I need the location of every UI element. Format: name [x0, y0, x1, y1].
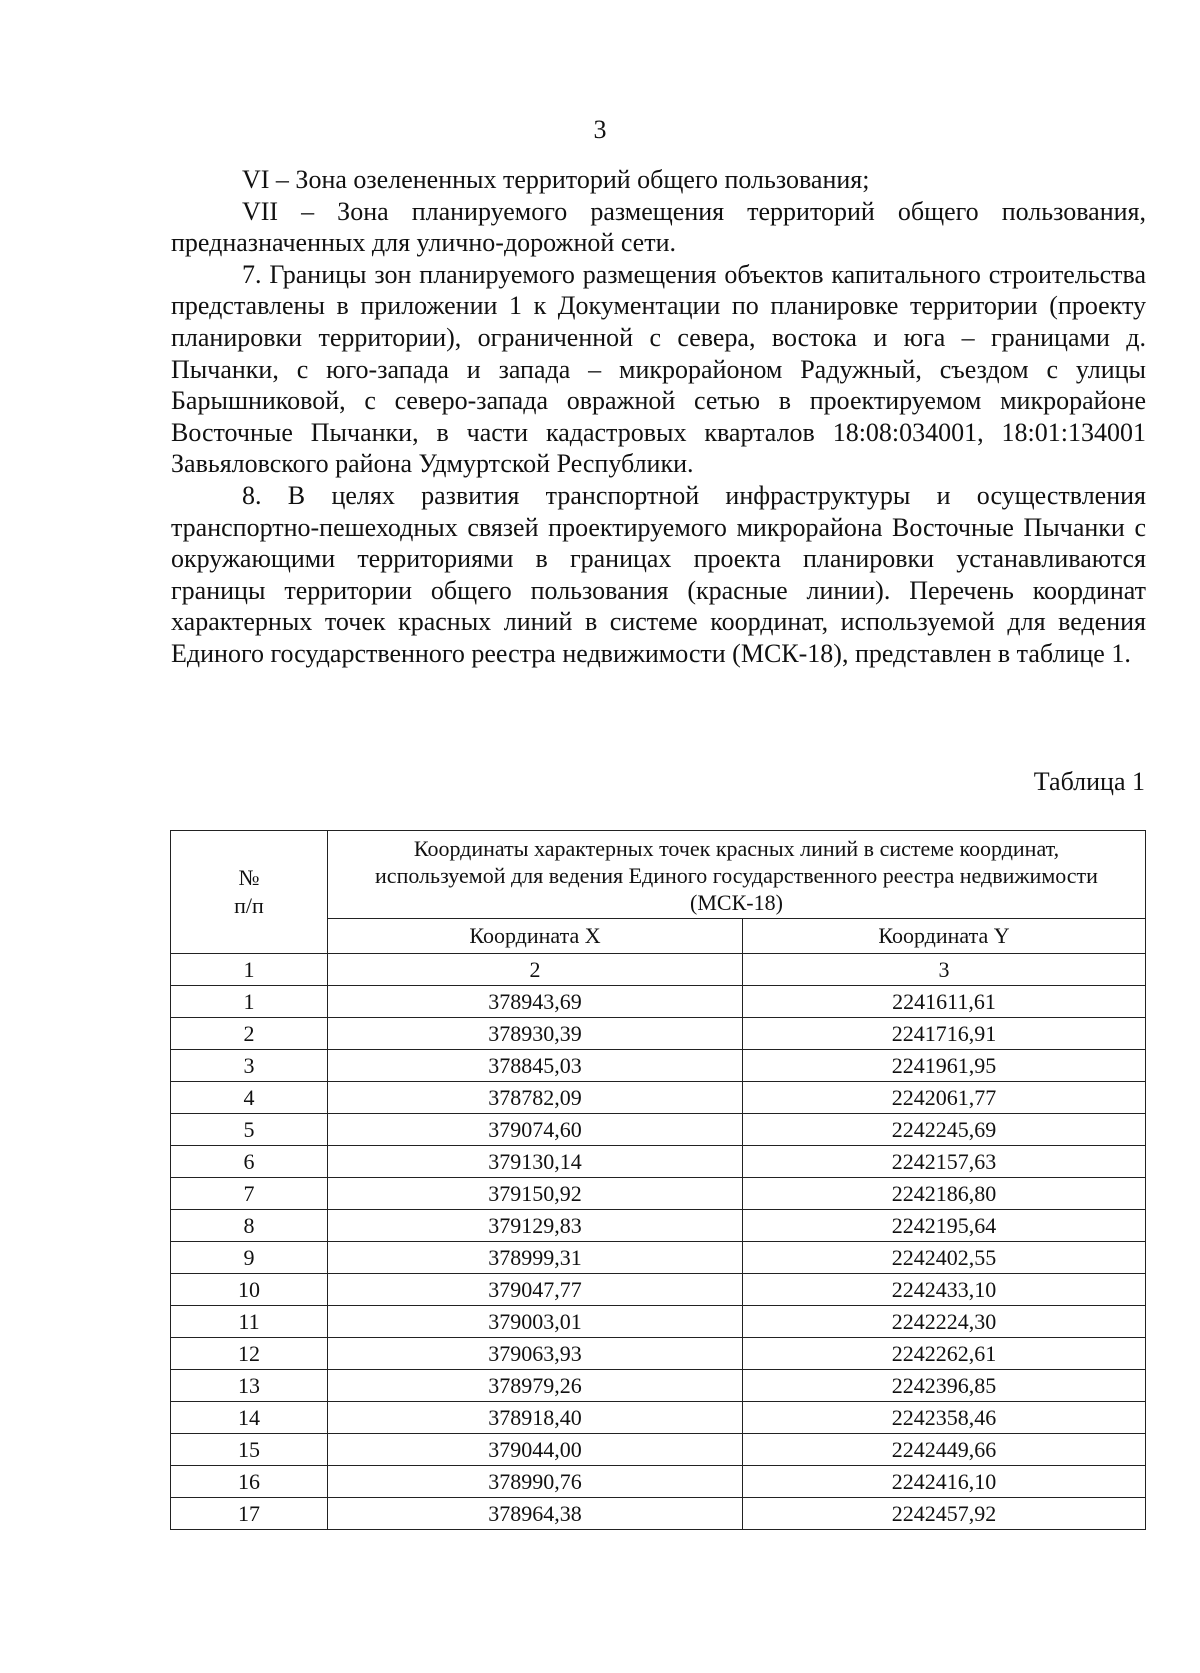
- table-cell: 379150,92: [328, 1178, 743, 1210]
- table-row: [171, 1114, 1146, 1146]
- table-cell: 2242186,80: [743, 1178, 1146, 1210]
- table-cell: 2242195,64: [743, 1210, 1146, 1242]
- table-cell: 3: [171, 1050, 328, 1082]
- table-row: [171, 1466, 1146, 1498]
- table-cell: 379129,83: [328, 1210, 743, 1242]
- table-cell: 2242449,66: [743, 1434, 1146, 1466]
- table-cell: 378943,69: [328, 986, 743, 1018]
- table-cell: 378918,40: [328, 1402, 743, 1434]
- table-cell: 2242416,10: [743, 1466, 1146, 1498]
- table-cell: 2242224,30: [743, 1306, 1146, 1338]
- table-row: [171, 986, 1146, 1018]
- table-cell: 378782,09: [328, 1082, 743, 1114]
- page-number: 3: [593, 115, 607, 144]
- table-cell: 4: [171, 1082, 328, 1114]
- table-cell: 2: [171, 1018, 328, 1050]
- table-row: [171, 1050, 1146, 1082]
- table-cell: 2242457,92: [743, 1498, 1146, 1530]
- table-row: [171, 1274, 1146, 1306]
- table-cell: 1: [171, 986, 328, 1018]
- table-cell: 1: [171, 954, 328, 986]
- table-cell: 379063,93: [328, 1338, 743, 1370]
- table-cell: 2241716,91: [743, 1018, 1146, 1050]
- table-body: [171, 954, 1146, 1530]
- table-cell: 378930,39: [328, 1018, 743, 1050]
- table-row: [171, 1210, 1146, 1242]
- table-cell: 7: [171, 1178, 328, 1210]
- table-cell: 14: [171, 1402, 328, 1434]
- paragraph-item-8: 8. В целях развития транспортной инфраструктуры и осуществления транспортно-пешеходных связей проектируемого микрорайона Восточные Пычанки с окружающими территориями в границах проекта планировки устанавливаются границы территории общего пользования (красные линии). Перечень координат характерных точек красных линий в системе координат, используемой для ведения Единого государственного реестра недвижимости (МСК-18), представлен в таблице 1.: [171, 480, 1146, 668]
- table-cell: 11: [171, 1306, 328, 1338]
- table-cell: 2241611,61: [743, 986, 1146, 1018]
- table-cell: 2242157,63: [743, 1146, 1146, 1178]
- table-cell: 6: [171, 1146, 328, 1178]
- column-header-x: Координата X: [328, 919, 743, 954]
- table-cell: 378990,76: [328, 1466, 743, 1498]
- table-cell: 2241961,95: [743, 1050, 1146, 1082]
- table-cell: 378964,38: [328, 1498, 743, 1530]
- table-cell: 2242433,10: [743, 1274, 1146, 1306]
- table-cell: 379044,00: [328, 1434, 743, 1466]
- table-cell: 379003,01: [328, 1306, 743, 1338]
- table-row: [171, 1242, 1146, 1274]
- paragraph-zone-vi: VI – Зона озелененных территорий общего пользования;: [242, 165, 870, 194]
- column-header-number: № п/п: [171, 831, 328, 954]
- table-row: [171, 1338, 1146, 1370]
- table-cell: 13: [171, 1370, 328, 1402]
- table-cell: 16: [171, 1466, 328, 1498]
- table-row: [171, 1146, 1146, 1178]
- table-cell: 8: [171, 1210, 328, 1242]
- table-cell: 9: [171, 1242, 328, 1274]
- table-cell: 378979,26: [328, 1370, 743, 1402]
- table-cell: 2242396,85: [743, 1370, 1146, 1402]
- table-cell: 379074,60: [328, 1114, 743, 1146]
- table-cell: 12: [171, 1338, 328, 1370]
- table-row: [171, 1402, 1146, 1434]
- table-row: [171, 1178, 1146, 1210]
- table-cell: 10: [171, 1274, 328, 1306]
- table-row: [171, 1370, 1146, 1402]
- column-header-y: Координата Y: [743, 919, 1146, 954]
- table-row: [171, 1498, 1146, 1530]
- table-cell: 2: [328, 954, 743, 986]
- table-row: [171, 1434, 1146, 1466]
- paragraph-zone-vii: VII – Зона планируемого размещения территорий общего пользования, предназначенных для улично-дорожной сети.: [171, 196, 1146, 258]
- table-cell: 2242402,55: [743, 1242, 1146, 1274]
- table-cell: 3: [743, 954, 1146, 986]
- table-cell: 5: [171, 1114, 328, 1146]
- table-cell: 2242262,61: [743, 1338, 1146, 1370]
- table-cell: 379130,14: [328, 1146, 743, 1178]
- table-cell: 2242245,69: [743, 1114, 1146, 1146]
- document-body: [171, 164, 1146, 670]
- coordinates-table: [170, 830, 1146, 1530]
- paragraph-item-7: 7. Границы зон планируемого размещения объектов капитального строительства представлены в приложении 1 к Документации по планировке территории (проекту планировки территории), ограниченной с севера, востока и юга – границами д. Пычанки, с юго-запада и запада – микрорайоном Радужный, съездом с улицы Барышниковой, с северо-запада овражной сетью в проектируемом микрорайоне Восточные Пычанки, в части кадастровых кварталов 18:08:034001, 18:01:134001 Завьяловского района Удмуртской Республики.: [171, 259, 1146, 479]
- table-cell: 378845,03: [328, 1050, 743, 1082]
- column-group-header: Координаты характерных точек красных линий в системе координат, используемой для ведения Единого государственного реестра недвижимости (МСК-18): [328, 831, 1146, 919]
- table-row: [171, 1306, 1146, 1338]
- table-caption: Таблица 1: [1033, 767, 1145, 796]
- table-cell: 2242358,46: [743, 1402, 1146, 1434]
- column-index-row: [171, 954, 1146, 986]
- table-row: [171, 1082, 1146, 1114]
- table-cell: 15: [171, 1434, 328, 1466]
- table-cell: 379047,77: [328, 1274, 743, 1306]
- table-row: [171, 1018, 1146, 1050]
- table-cell: 378999,31: [328, 1242, 743, 1274]
- table-cell: 17: [171, 1498, 328, 1530]
- table-cell: 2242061,77: [743, 1082, 1146, 1114]
